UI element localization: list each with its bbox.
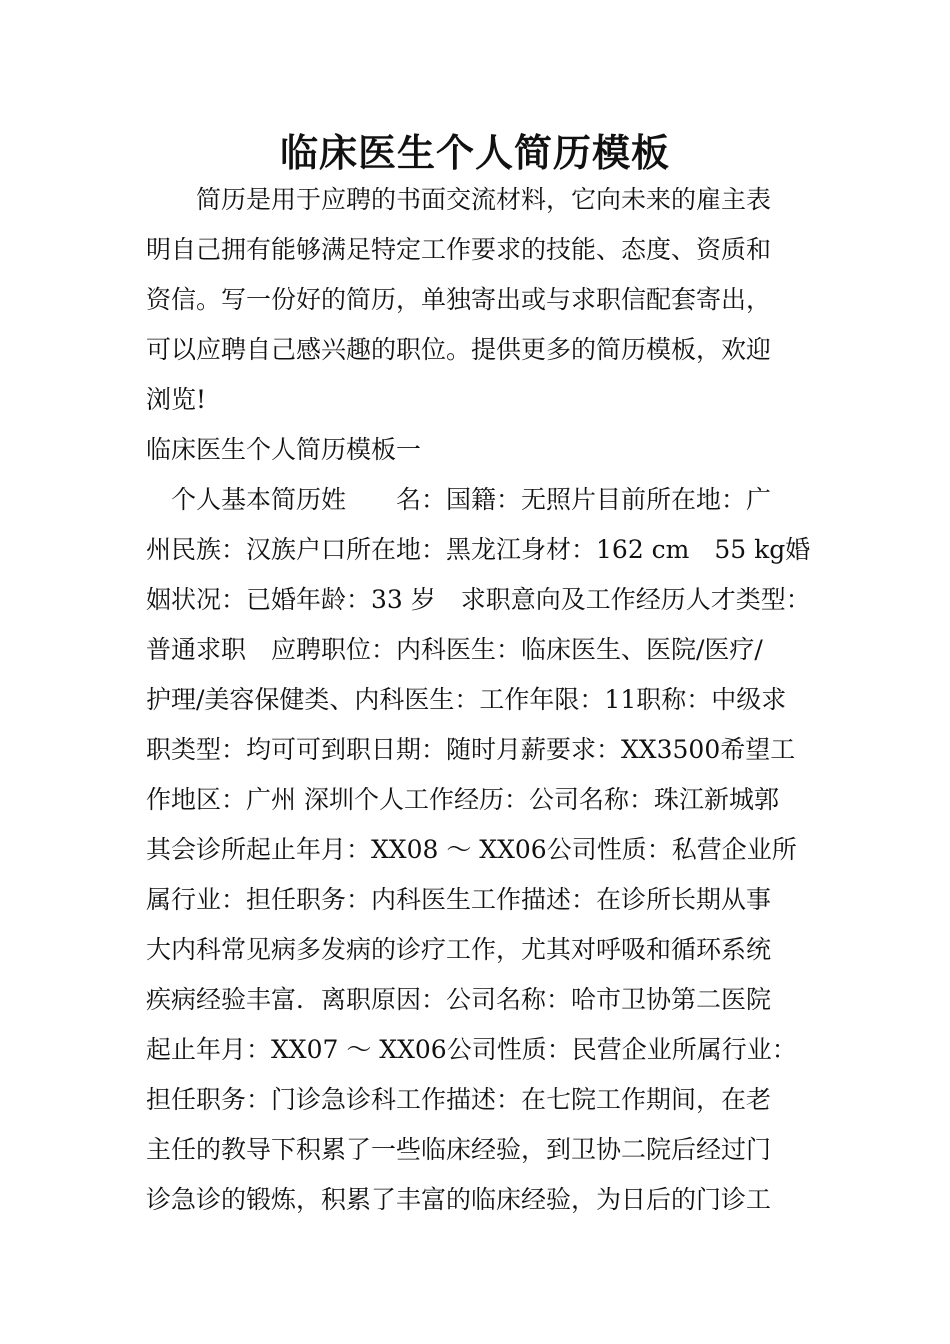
intro-line-2: 明自己拥有能够满足特定工作要求的技能、态度、资质和 bbox=[146, 235, 772, 264]
intro-line-5: 浏览! bbox=[146, 385, 207, 414]
body-line-9: 属行业：担任职务：内科医生工作描述：在诊所长期从事 bbox=[146, 885, 772, 914]
section-heading: 临床医生个人简历模板一 bbox=[146, 435, 422, 464]
body-line-12: 起止年月：XX07 ～ XX06公司性质：民营企业所属行业： bbox=[146, 1035, 797, 1064]
intro-line-1: 简历是用于应聘的书面交流材料，它向未来的雇主表 bbox=[146, 185, 772, 214]
body-line-8: 其会诊所起止年月：XX08 ～ XX06公司性质：私营企业所 bbox=[146, 835, 797, 864]
body-line-7: 作地区：广州 深圳个人工作经历：公司名称：珠江新城郭 bbox=[146, 785, 779, 814]
document-title: 临床医生个人简历模板 bbox=[279, 130, 670, 175]
body-line-14: 主任的教导下积累了一些临床经验，到卫协二院后经过门 bbox=[146, 1135, 772, 1164]
body-line-1: 个人基本简历姓 名：国籍：无照片目前所在地：广 bbox=[146, 485, 772, 514]
body-line-15: 诊急诊的锻炼，积累了丰富的临床经验，为日后的门诊工 bbox=[146, 1185, 772, 1214]
body-line-3: 姻状况：已婚年龄：33 岁 求职意向及工作经历人才类型： bbox=[146, 585, 811, 614]
intro-line-3: 资信。写一份好的简历，单独寄出或与求职信配套寄出， bbox=[146, 285, 772, 314]
body-line-4: 普通求职 应聘职位：内科医生：临床医生、医院/医疗/ bbox=[146, 635, 763, 664]
body-line-13: 担任职务：门诊急诊科工作描述：在七院工作期间，在老 bbox=[146, 1085, 772, 1114]
body-line-2: 州民族：汉族户口所在地：黑龙江身材：162 cm 55 kg婚 bbox=[146, 535, 811, 564]
body-line-11: 疾病经验丰富．离职原因：公司名称：哈市卫协第二医院 bbox=[146, 985, 772, 1014]
body-line-5: 护理/美容保健类、内科医生：工作年限：11职称：中级求 bbox=[146, 685, 787, 714]
intro-line-4: 可以应聘自己感兴趣的职位。提供更多的简历模板，欢迎 bbox=[146, 335, 772, 364]
body-line-6: 职类型：均可可到职日期：随时月薪要求：XX3500希望工 bbox=[146, 735, 796, 764]
body-line-10: 大内科常见病多发病的诊疗工作，尤其对呼吸和循环系统 bbox=[146, 935, 772, 964]
